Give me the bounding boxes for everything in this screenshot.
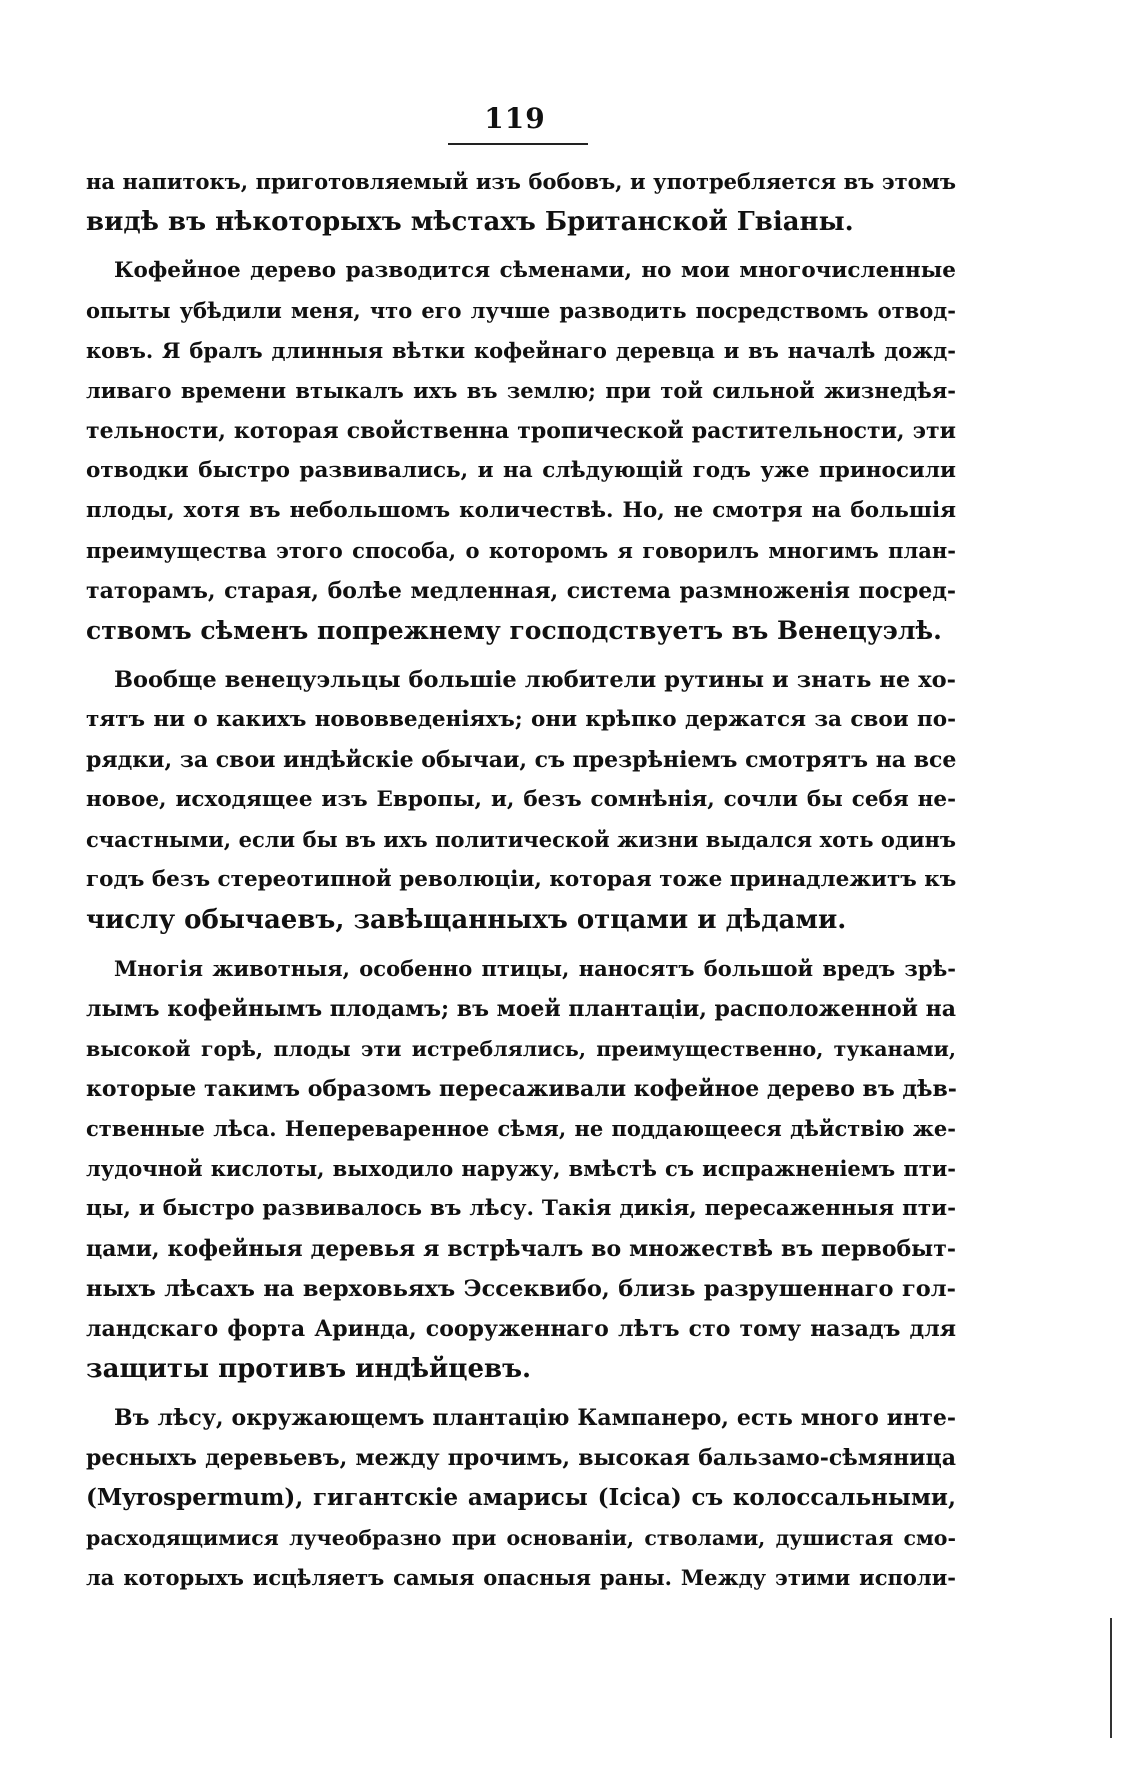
text-line: ресныхъ деревьевъ, между прочимъ, высокая бальзамо-сѣмяница: [86, 1445, 956, 1471]
text-line: Кофейное дерево разводится сѣменами, но мои многочисленные: [114, 258, 956, 283]
paragraph-gap: [86, 1389, 956, 1398]
page-number: 119: [484, 102, 546, 135]
text-line: цы, и быстро развивалось въ лѣсу. Такія дикія, пересаженныя пти-: [86, 1196, 956, 1221]
text-line: ственные лѣса. Непереваренное сѣмя, не поддающееся дѣйствію же-: [86, 1116, 956, 1141]
paragraph: [86, 949, 956, 1389]
body-text: [86, 162, 956, 1598]
text-line: годъ безъ стереотипной революціи, которая тоже принадлежитъ къ: [86, 867, 957, 892]
text-line: Многія животныя, особенно птицы, наносятъ большой вредъ зрѣ-: [114, 956, 956, 981]
paragraph: [86, 1398, 956, 1598]
paragraph-gap: [86, 651, 956, 660]
header-rule: [448, 143, 588, 145]
text-line: ствомъ сѣменъ попрежнему господствуетъ въ Венецуэлѣ.: [86, 616, 942, 645]
paragraph: [86, 162, 956, 242]
text-line: плоды, хотя въ небольшомъ количествѣ. Но, не смотря на большія: [86, 498, 956, 523]
margin-line: [1110, 1618, 1112, 1738]
text-line: цами, кофейныя деревья я встрѣчалъ во множествѣ въ первобыт-: [86, 1236, 956, 1262]
text-line: защиты противъ индѣйцевъ.: [86, 1354, 532, 1384]
text-line: тельности, которая свойственна тропической растительности, эти: [86, 418, 956, 444]
text-line: ныхъ лѣсахъ на верховьяхъ Эссеквибо, близь разрушеннаго гол-: [86, 1276, 956, 1302]
text-line: высокой горѣ, плоды эти истреблялись, преимущественно, туканами,: [86, 1037, 956, 1061]
text-line: лудочной кислоты, выходило наружу, вмѣстѣ съ испражненіемъ пти-: [86, 1156, 956, 1181]
paragraph: [86, 660, 956, 940]
text-line: отводки быстро развивались, и на слѣдующій годъ уже приносили: [86, 458, 956, 483]
text-line: (Myrospermum), гигантскіе амарисы (Icica) съ колоссальными,: [86, 1484, 956, 1511]
text-line: на напитокъ, приготовляемый изъ бобовъ, и употребляется въ этомъ: [86, 169, 956, 194]
text-line: расходящимися лучеобразно при основаніи, стволами, душистая смо-: [86, 1526, 956, 1550]
text-line: счастными, если бы въ ихъ политической жизни выдался хоть одинъ: [86, 827, 956, 852]
text-line: таторамъ, старая, болѣе медленная, система размноженія посред-: [86, 578, 956, 604]
text-line: ла которыхъ исцѣляетъ самыя опасныя раны. Между этими исполи-: [86, 1565, 956, 1590]
text-line: тятъ ни о какихъ нововведеніяхъ; они крѣпко держатся за свои по-: [86, 707, 956, 732]
text-line: рядки, за свои индѣйскіе обычаи, съ презрѣніемъ смотрятъ на все: [86, 747, 957, 773]
text-line: преимущества этого способа, о которомъ я говорилъ многимъ план-: [86, 538, 956, 563]
text-line: которые такимъ образомъ пересаживали кофейное дерево въ дѣв-: [86, 1076, 957, 1102]
text-line: ковъ. Я бралъ длинныя вѣтки кофейнаго деревца и въ началѣ дожд-: [86, 338, 956, 363]
text-line: видѣ въ нѣкоторыхъ мѣстахъ Британской Гвіаны.: [86, 207, 854, 237]
text-line: ливаго времени втыкалъ ихъ въ землю; при той сильной жизнедѣя-: [86, 378, 956, 403]
text-line: ландскаго форта Аринда, сооруженнаго лѣтъ сто тому назадъ для: [86, 1316, 956, 1342]
text-line: числу обычаевъ, завѣщанныхъ отцами и дѣдами.: [86, 905, 847, 935]
text-line: Вообще венецуэльцы большіе любители рутины и знать не хо-: [114, 667, 956, 693]
paragraph-gap: [86, 940, 956, 949]
text-line: опыты убѣдили меня, что его лучше разводить посредствомъ отвод-: [86, 298, 956, 323]
paragraph-gap: [86, 242, 956, 251]
paragraph: [86, 251, 956, 651]
text-line: новое, исходящее изъ Европы, и, безъ сомнѣнія, сочли бы себя не-: [86, 787, 956, 812]
text-line: Въ лѣсу, окружающемъ плантацію Кампанеро, есть много инте-: [114, 1405, 956, 1431]
text-line: лымъ кофейнымъ плодамъ; въ моей плантаціи, расположенной на: [86, 996, 956, 1022]
